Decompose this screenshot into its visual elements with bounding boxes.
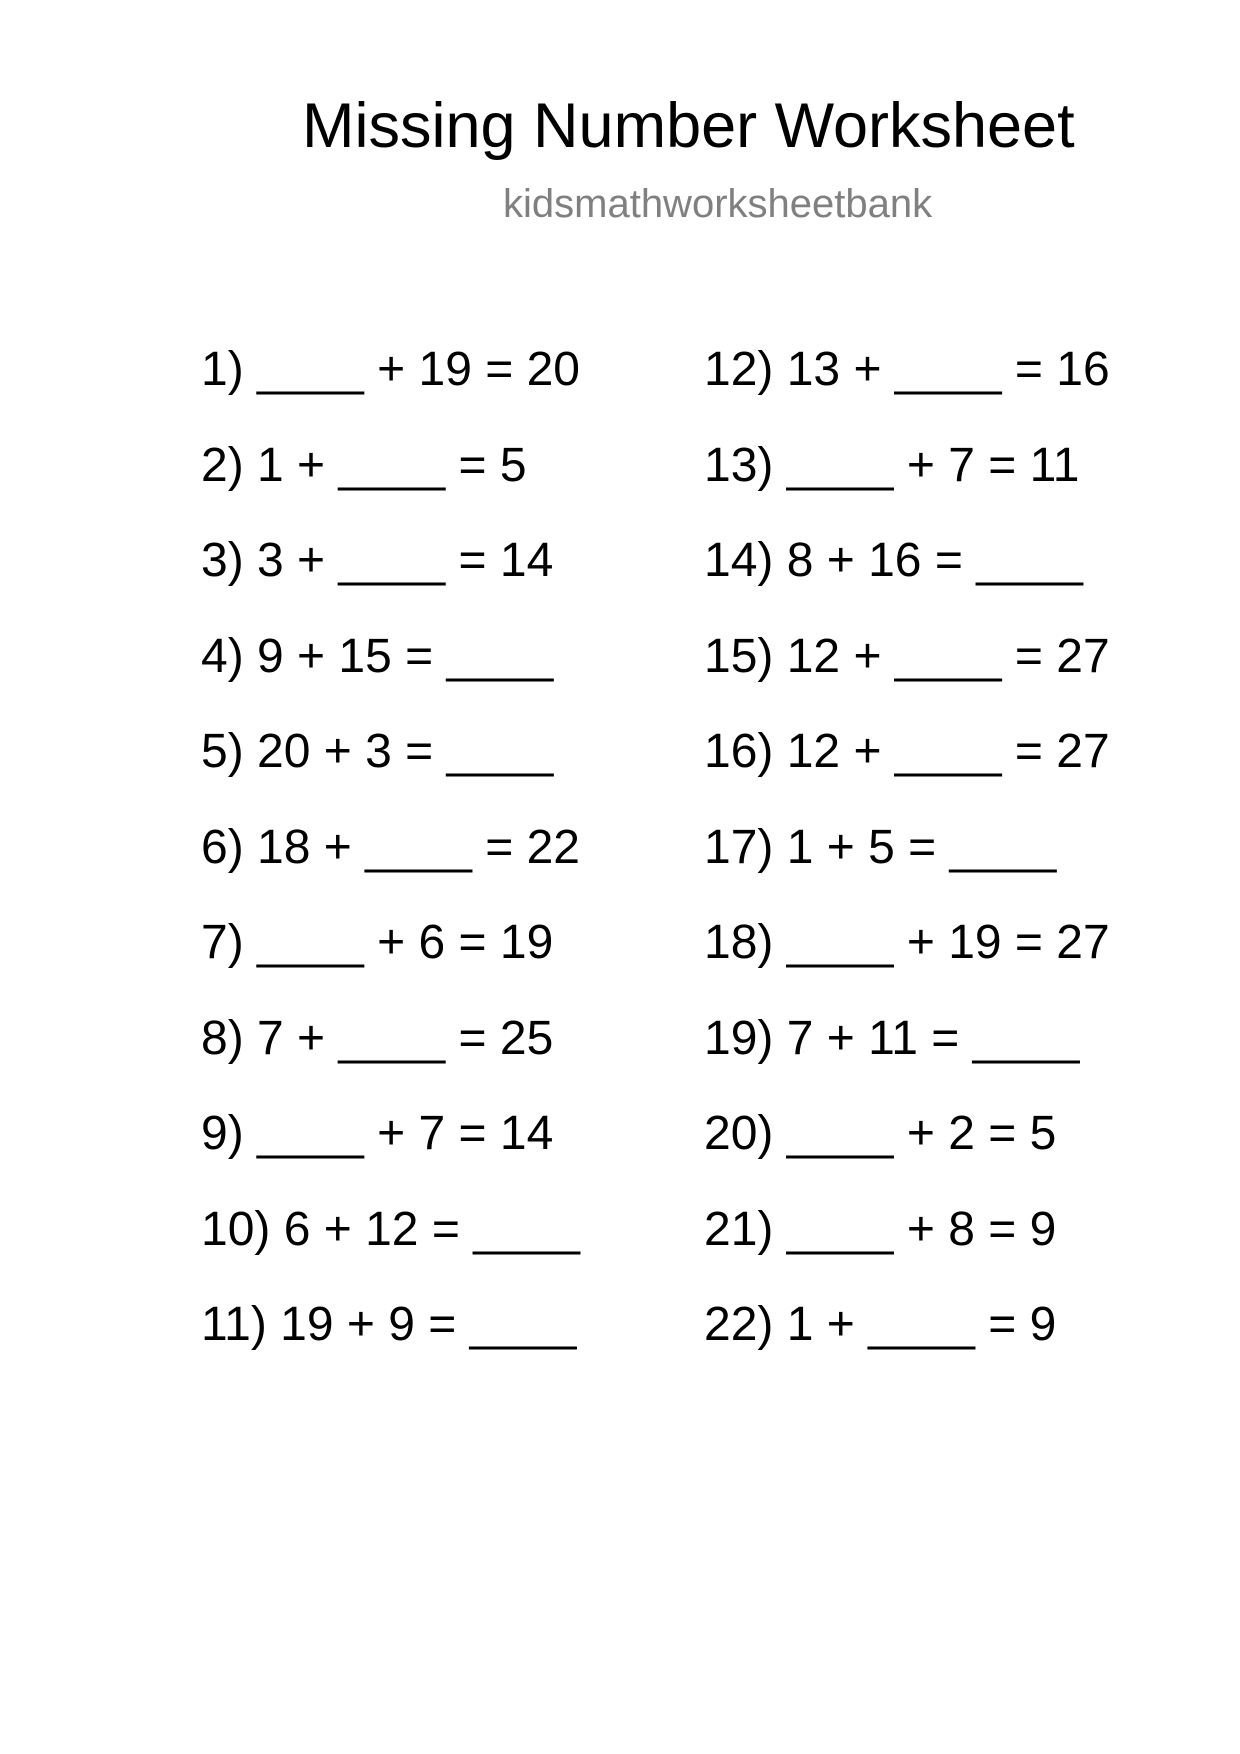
- problem-item: 19) 7 + 11 = ____: [704, 1011, 1080, 1065]
- problem-item: 21) ____ + 8 = 9: [704, 1202, 1057, 1256]
- problem-item: 1) ____ + 19 = 20: [201, 343, 580, 396]
- problem-item: 20) ____ + 2 = 5: [704, 1107, 1057, 1160]
- right-problem-column: [704, 343, 1110, 1397]
- problem-item: 5) 20 + 3 = ____: [201, 725, 554, 778]
- problem-item: 8) 7 + ____ = 25: [201, 1011, 554, 1065]
- problem-item: 22) 1 + ____ = 9: [704, 1298, 1057, 1351]
- worksheet-title: Missing Number Worksheet: [302, 91, 1075, 161]
- problem-item: 3) 3 + ____ = 14: [201, 534, 554, 587]
- problem-item: 13) ____ + 7 = 11: [704, 438, 1080, 492]
- problem-item: 2) 1 + ____ = 5: [201, 438, 527, 492]
- problem-item: 14) 8 + 16 = ____: [704, 534, 1083, 587]
- problem-item: 17) 1 + 5 = ____: [704, 820, 1057, 874]
- left-problem-column: [201, 343, 580, 1397]
- problem-item: 12) 13 + ____ = 16: [704, 343, 1110, 396]
- problem-item: 4) 9 + 15 = ____: [201, 629, 554, 683]
- problem-item: 6) 18 + ____ = 22: [201, 820, 580, 874]
- problem-item: 18) ____ + 19 = 27: [704, 916, 1110, 969]
- problem-item: 10) 6 + 12 = ____: [201, 1202, 580, 1256]
- problem-item: 15) 12 + ____ = 27: [704, 629, 1110, 683]
- worksheet-source: kidsmathworksheetbank: [503, 182, 933, 226]
- problem-item: 11) 19 + 9 = ____: [201, 1298, 577, 1351]
- problem-item: 16) 12 + ____ = 27: [704, 725, 1110, 778]
- problem-item: 9) ____ + 7 = 14: [201, 1107, 554, 1160]
- problem-item: 7) ____ + 6 = 19: [201, 916, 554, 969]
